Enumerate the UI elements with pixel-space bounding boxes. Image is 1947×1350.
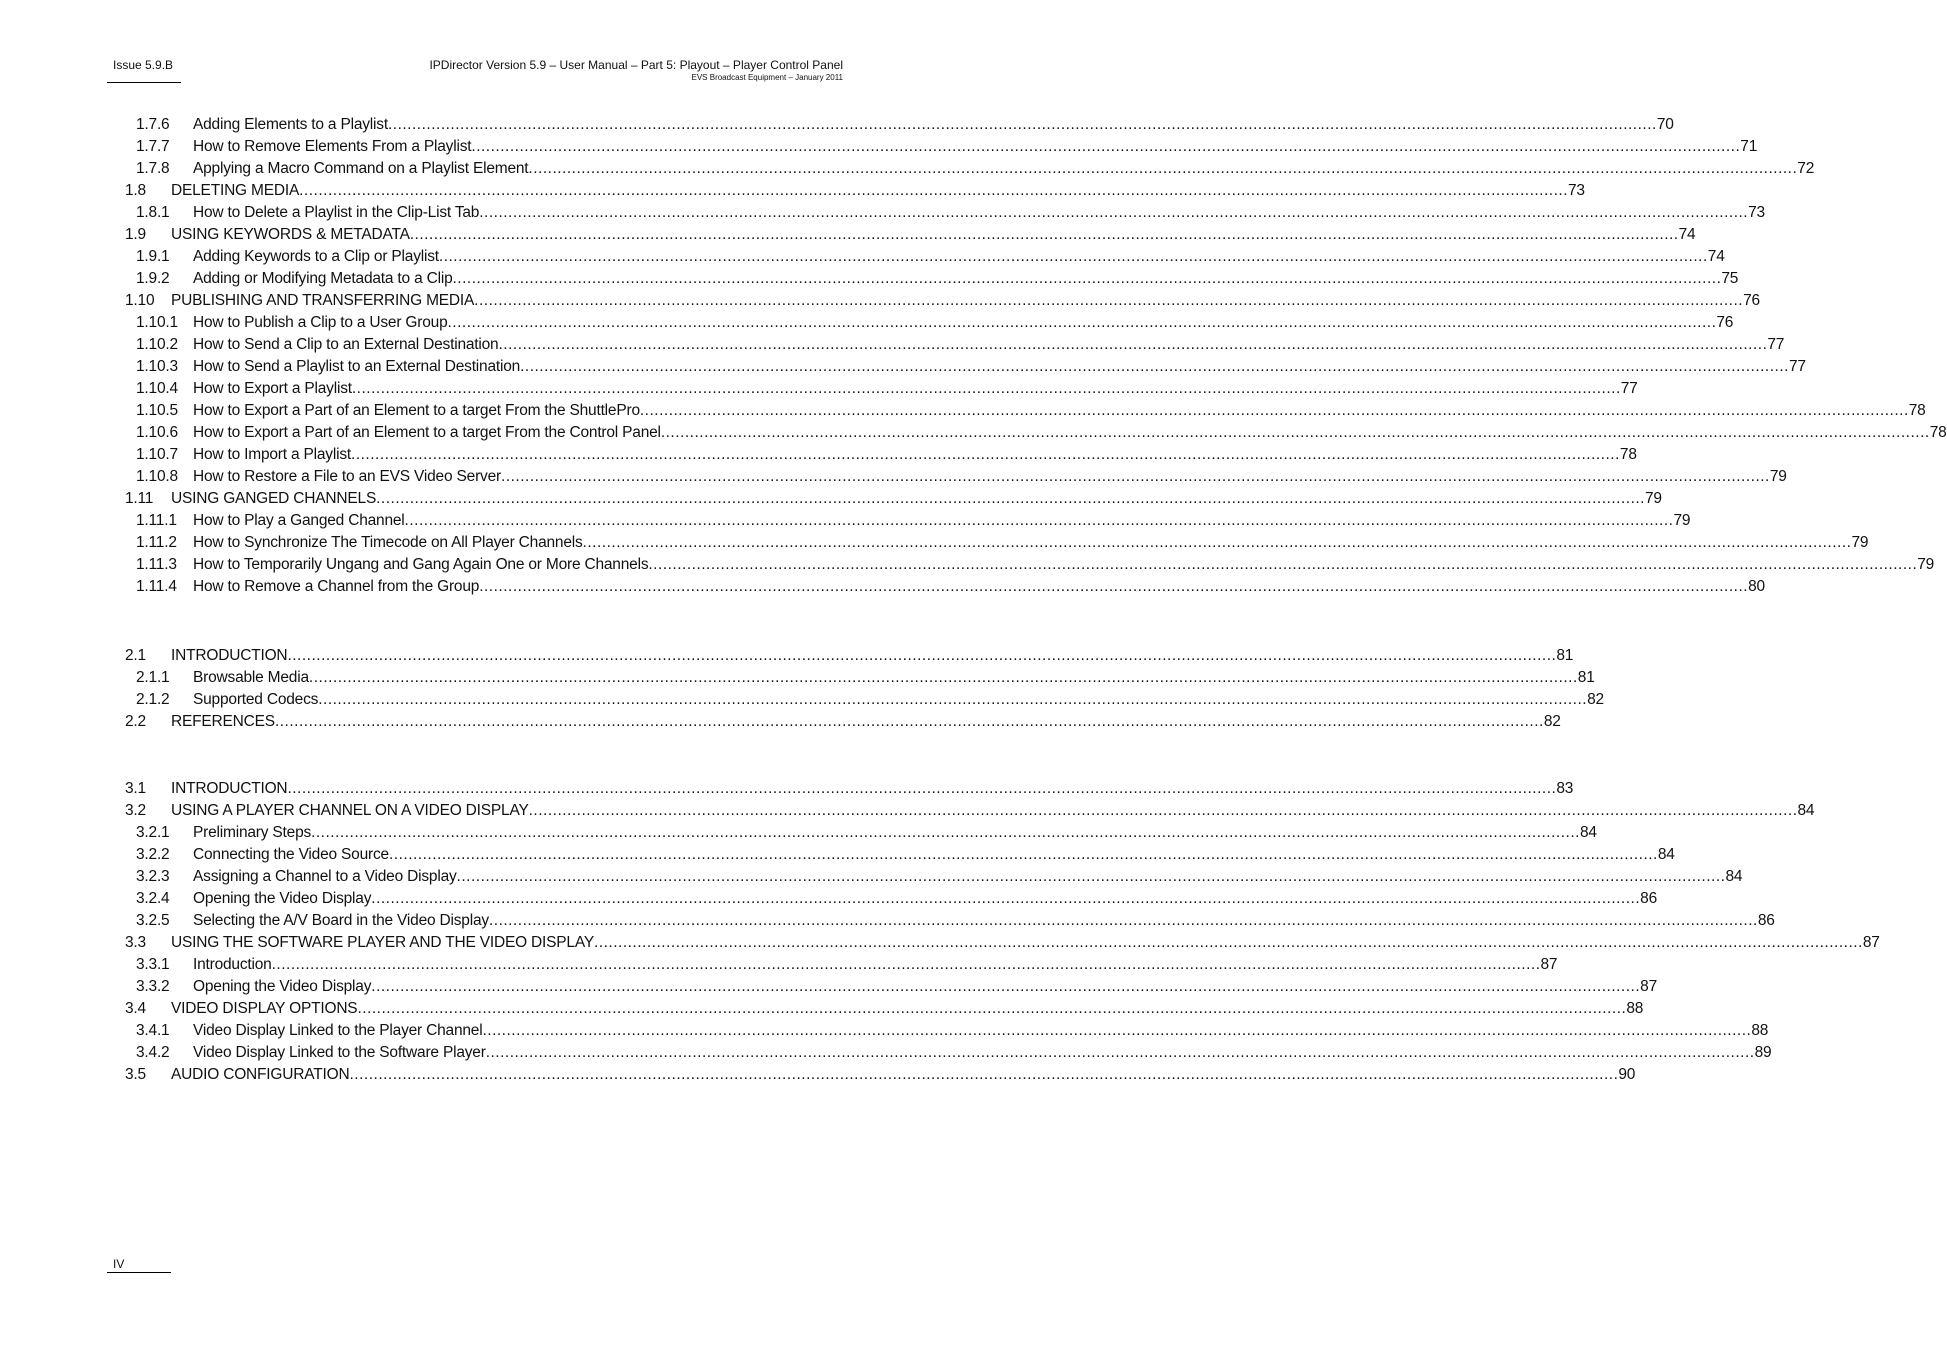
toc-entry-title: How to Publish a Clip to a User Group [193, 314, 448, 331]
toc-entry-number: 1.10.2 [136, 336, 178, 353]
toc-entry-number: 3.2.2 [136, 846, 170, 863]
toc-entry[interactable] [125, 268, 1739, 290]
toc-entry-page: 83 [1556, 780, 1574, 797]
toc-entry-title: Preliminary Steps [193, 824, 312, 841]
header-rule [107, 82, 181, 83]
dot-leader [405, 510, 1674, 532]
toc-entry-page: 77 [1767, 336, 1785, 353]
toc-entry-title: VIDEO DISPLAY OPTIONS [171, 1000, 358, 1017]
dot-leader [299, 180, 1568, 202]
toc-entry-title: USING GANGED CHANNELS [171, 490, 377, 507]
dot-leader [389, 844, 1658, 866]
toc-entry-title: How to Temporarily Ungang and Gang Again One or More Channels [193, 556, 649, 573]
toc-entry-number: 2.1.1 [136, 669, 170, 686]
toc-entry-title: DELETING MEDIA [171, 182, 300, 199]
dot-leader [351, 444, 1620, 466]
toc-entry-page: 79 [1769, 468, 1787, 485]
toc-entry[interactable] [125, 202, 1765, 224]
toc-entry-title: How to Export a Part of an Element to a target From the Control Panel [193, 424, 661, 441]
dot-leader [448, 312, 1717, 334]
toc-entry-title: USING A PLAYER CHANNEL ON A VIDEO DISPLAY [171, 802, 529, 819]
toc-entry[interactable] [125, 667, 1595, 689]
toc-entry[interactable] [125, 356, 1806, 378]
toc-entry-title: Applying a Macro Command on a Playlist Element [193, 160, 529, 177]
toc-entry-number: 3.4.1 [136, 1022, 170, 1039]
toc-entry[interactable] [125, 998, 1644, 1020]
toc-entry-number: 1.9.2 [136, 270, 170, 287]
dot-leader [520, 356, 1789, 378]
dot-leader [352, 378, 1621, 400]
toc-entry[interactable] [125, 1020, 1769, 1042]
toc-entry[interactable] [125, 334, 1785, 356]
dot-leader [318, 689, 1587, 711]
toc-entry-title: How to Play a Ganged Channel [193, 512, 405, 529]
toc-entry-number: 1.7.8 [136, 160, 170, 177]
toc-entry[interactable] [125, 312, 1734, 334]
dot-leader [371, 976, 1640, 998]
toc-entry[interactable] [125, 689, 1604, 711]
toc-entry-page: 82 [1543, 713, 1561, 730]
toc-entry[interactable] [125, 910, 1775, 932]
toc-entry-page: 87 [1640, 978, 1657, 995]
toc-entry[interactable] [125, 378, 1638, 400]
toc-entry[interactable] [125, 422, 1947, 444]
toc-entry-page: 86 [1640, 890, 1657, 907]
toc-entry-title: Opening the Video Display [193, 978, 372, 995]
toc-entry[interactable] [125, 822, 1597, 844]
toc-entry-number: 1.10.6 [136, 424, 178, 441]
toc-entry-page: 77 [1788, 358, 1806, 375]
toc-entry-number: 1.10.5 [136, 402, 178, 419]
toc-entry[interactable] [125, 224, 1696, 246]
toc-entry-page: 84 [1579, 824, 1597, 841]
toc-entry-page: 73 [1748, 204, 1765, 221]
document-title: IPDirector Version 5.9 – User Manual – Part 5: Playout – Player Control Panel [429, 58, 843, 72]
toc-entry[interactable] [125, 1064, 1636, 1086]
toc-entry-page: 88 [1626, 1000, 1644, 1017]
toc-entry-page: 76 [1716, 314, 1734, 331]
toc-entry-number: 3.3.1 [136, 956, 170, 973]
dot-leader [376, 488, 1645, 510]
toc-entry-title: Adding Elements to a Playlist [193, 116, 388, 133]
toc-entry[interactable] [125, 888, 1657, 910]
toc-entry-page: 81 [1577, 669, 1595, 686]
dot-leader [272, 954, 1541, 976]
toc-entry-title: Adding Keywords to a Clip or Playlist [193, 248, 439, 265]
toc-entry-number: 1.11.1 [136, 512, 177, 529]
dot-leader [648, 554, 1917, 576]
toc-entry-number: 1.9.1 [136, 248, 170, 265]
toc-entry-title: Connecting the Video Source [193, 846, 389, 863]
dot-leader [311, 822, 1580, 844]
toc-entry-page: 72 [1797, 160, 1815, 177]
toc-entry-title: How to Send a Playlist to an External Destination [193, 358, 521, 375]
toc-entry-page: 71 [1740, 138, 1758, 155]
toc-entry-title: Video Display Linked to the Software Player [193, 1044, 486, 1061]
toc-entry[interactable] [125, 180, 1585, 202]
toc-entry-page: 87 [1862, 934, 1880, 951]
toc-entry[interactable] [125, 866, 1743, 888]
toc-entry-number: 1.11.4 [136, 578, 177, 595]
toc-entry-page: 80 [1748, 578, 1765, 595]
toc-entry-page: 70 [1656, 116, 1674, 133]
toc-entry-number: 2.1 [125, 647, 146, 664]
toc-entry-page: 79 [1851, 534, 1869, 551]
toc-entry[interactable] [125, 645, 1574, 667]
toc-entry-title: Assigning a Channel to a Video Display [193, 868, 457, 885]
toc-entry-title: Adding or Modifying Metadata to a Clip [193, 270, 453, 287]
toc-entry[interactable] [125, 976, 1657, 998]
dot-leader [357, 998, 1626, 1020]
toc-entry-page: 79 [1673, 512, 1691, 529]
toc-entry[interactable] [125, 136, 1758, 158]
toc-entry[interactable] [125, 554, 1935, 576]
toc-entry-title: Video Display Linked to the Player Channel [193, 1022, 483, 1039]
dot-leader [501, 466, 1770, 488]
dot-leader [640, 400, 1909, 422]
toc-entry-page: 77 [1620, 380, 1638, 397]
dot-leader [388, 114, 1657, 136]
toc-entry-number: 1.10.4 [136, 380, 178, 397]
dot-leader [287, 778, 1556, 800]
dot-leader [471, 136, 1740, 158]
toc-entry-page: 90 [1618, 1066, 1636, 1083]
toc-entry-page: 84 [1657, 846, 1675, 863]
toc-entry-title: How to Send a Clip to an External Destination [193, 336, 499, 353]
toc-section-1 [125, 114, 1947, 598]
toc-entry-title: How to Export a Playlist [193, 380, 352, 397]
toc-entry-page: 79 [1917, 556, 1935, 573]
dot-leader [275, 711, 1544, 733]
document-subtitle: EVS Broadcast Equipment – January 2011 [691, 73, 843, 82]
dot-leader [479, 576, 1748, 598]
dot-leader [453, 268, 1722, 290]
toc-entry-number: 3.2.3 [136, 868, 170, 885]
dot-leader [309, 667, 1578, 689]
footer-rule [107, 1272, 171, 1273]
toc-entry[interactable] [125, 844, 1675, 866]
toc-entry-number: 1.10.3 [136, 358, 178, 375]
dot-leader [583, 532, 1852, 554]
dot-leader [287, 645, 1556, 667]
toc-entry-title: INTRODUCTION [171, 647, 288, 664]
toc-entry-title: Introduction [193, 956, 272, 973]
toc-entry-page: 82 [1587, 691, 1604, 708]
toc-entry-number: 3.2.4 [136, 890, 170, 907]
toc-entry-number: 1.7.7 [136, 138, 170, 155]
toc-entry-number: 1.11 [125, 490, 154, 507]
toc-entry-number: 3.2.5 [136, 912, 170, 929]
dot-leader [486, 1042, 1755, 1064]
toc-entry-page: 79 [1644, 490, 1662, 507]
page-number: IV [113, 1257, 125, 1271]
dot-leader [349, 1064, 1618, 1086]
toc-entry-number: 1.10 [125, 292, 155, 309]
toc-entry[interactable] [125, 932, 1880, 954]
dot-leader [457, 866, 1726, 888]
toc-section-3 [125, 778, 1880, 1086]
toc-entry-number: 1.7.6 [136, 116, 170, 133]
toc-entry-number: 3.4 [125, 1000, 146, 1017]
toc-entry-number: 1.8.1 [136, 204, 170, 221]
toc-entry[interactable] [125, 711, 1561, 733]
dot-leader [371, 888, 1640, 910]
toc-entry-page: 78 [1929, 424, 1947, 441]
toc-entry-page: 78 [1908, 402, 1926, 419]
toc-entry-title: How to Synchronize The Timecode on All Player Channels [193, 534, 583, 551]
toc-entry[interactable] [125, 290, 1760, 312]
toc-entry[interactable] [125, 400, 1926, 422]
toc-entry[interactable] [125, 1042, 1772, 1064]
toc-entry-number: 1.10.7 [136, 446, 178, 463]
toc-entry-page: 87 [1540, 956, 1558, 973]
toc-entry-number: 1.8 [125, 182, 146, 199]
dot-leader [482, 1020, 1751, 1042]
toc-entry[interactable] [125, 954, 1558, 976]
toc-entry-page: 84 [1797, 802, 1815, 819]
dot-leader [661, 422, 1930, 444]
toc-entry-page: 89 [1754, 1044, 1772, 1061]
toc-entry-number: 3.4.2 [136, 1044, 170, 1061]
toc-entry-title: How to Remove a Channel from the Group [193, 578, 480, 595]
toc-entry-number: 3.2 [125, 802, 146, 819]
toc-entry-page: 74 [1678, 226, 1696, 243]
toc-entry[interactable] [125, 800, 1815, 822]
toc-entry-title: USING KEYWORDS & METADATA [171, 226, 410, 243]
toc-entry[interactable] [125, 510, 1691, 532]
toc-section-2 [125, 645, 1604, 733]
dot-leader [479, 202, 1748, 224]
toc-entry-number: 1.10.1 [136, 314, 178, 331]
toc-entry-number: 2.1.2 [136, 691, 170, 708]
toc-entry[interactable] [125, 114, 1674, 136]
toc-entry-title: INTRODUCTION [171, 780, 288, 797]
toc-entry-number: 2.2 [125, 713, 146, 730]
toc-entry-title: How to Delete a Playlist in the Clip-List Tab [193, 204, 480, 221]
toc-entry-title: PUBLISHING AND TRANSFERRING MEDIA [171, 292, 475, 309]
toc-entry-page: 73 [1568, 182, 1585, 199]
toc-entry-page: 75 [1721, 270, 1739, 287]
toc-entry-title: Supported Codecs [193, 691, 319, 708]
toc-entry-title: How to Remove Elements From a Playlist [193, 138, 472, 155]
toc-entry-page: 86 [1757, 912, 1775, 929]
dot-leader [489, 910, 1758, 932]
dot-leader [529, 800, 1798, 822]
toc-entry-page: 78 [1619, 446, 1637, 463]
toc-entry-number: 3.3.2 [136, 978, 170, 995]
toc-entry[interactable] [125, 246, 1725, 268]
toc-entry-title: USING THE SOFTWARE PLAYER AND THE VIDEO DISPLAY [171, 934, 594, 951]
header-title-block [429, 58, 843, 83]
toc-entry-number: 1.10.8 [136, 468, 178, 485]
toc-entry[interactable] [125, 488, 1662, 510]
dot-leader [528, 158, 1797, 180]
toc-entry-number: 3.3 [125, 934, 146, 951]
toc-entry-number: 3.5 [125, 1066, 146, 1083]
toc-entry-number: 1.11.2 [136, 534, 177, 551]
toc-entry-page: 81 [1556, 647, 1574, 664]
dot-leader [594, 932, 1863, 954]
toc-entry[interactable] [125, 778, 1574, 800]
toc-entry-title: How to Restore a File to an EVS Video Server [193, 468, 501, 485]
toc-entry-page: 76 [1743, 292, 1760, 309]
toc-entry-title: How to Import a Playlist [193, 446, 352, 463]
dot-leader [498, 334, 1767, 356]
dot-leader [474, 290, 1743, 312]
toc-entry[interactable] [125, 158, 1815, 180]
toc-entry[interactable] [125, 466, 1787, 488]
toc-entry-page: 88 [1751, 1022, 1769, 1039]
toc-entry[interactable] [125, 576, 1765, 598]
issue-label: Issue 5.9.B [113, 58, 174, 72]
toc-entry-title: Selecting the A/V Board in the Video Display [193, 912, 489, 929]
toc-entry-title: How to Export a Part of an Element to a target From the ShuttlePro [193, 402, 640, 419]
toc-entry-page: 84 [1725, 868, 1743, 885]
toc-entry[interactable] [125, 444, 1637, 466]
toc-entry-number: 3.1 [125, 780, 146, 797]
toc-entry-number: 1.11.3 [136, 556, 177, 573]
toc-entry-number: 1.9 [125, 226, 146, 243]
toc-entry-title: Browsable Media [193, 669, 309, 686]
toc-entry-title: REFERENCES [171, 713, 275, 730]
toc-entry-title: AUDIO CONFIGURATION [171, 1066, 350, 1083]
dot-leader [439, 246, 1708, 268]
toc-entry-page: 74 [1707, 248, 1725, 265]
toc-entry-title: Opening the Video Display [193, 890, 372, 907]
toc-entry[interactable] [125, 532, 1869, 554]
dot-leader [410, 224, 1679, 246]
toc-entry-number: 3.2.1 [136, 824, 170, 841]
